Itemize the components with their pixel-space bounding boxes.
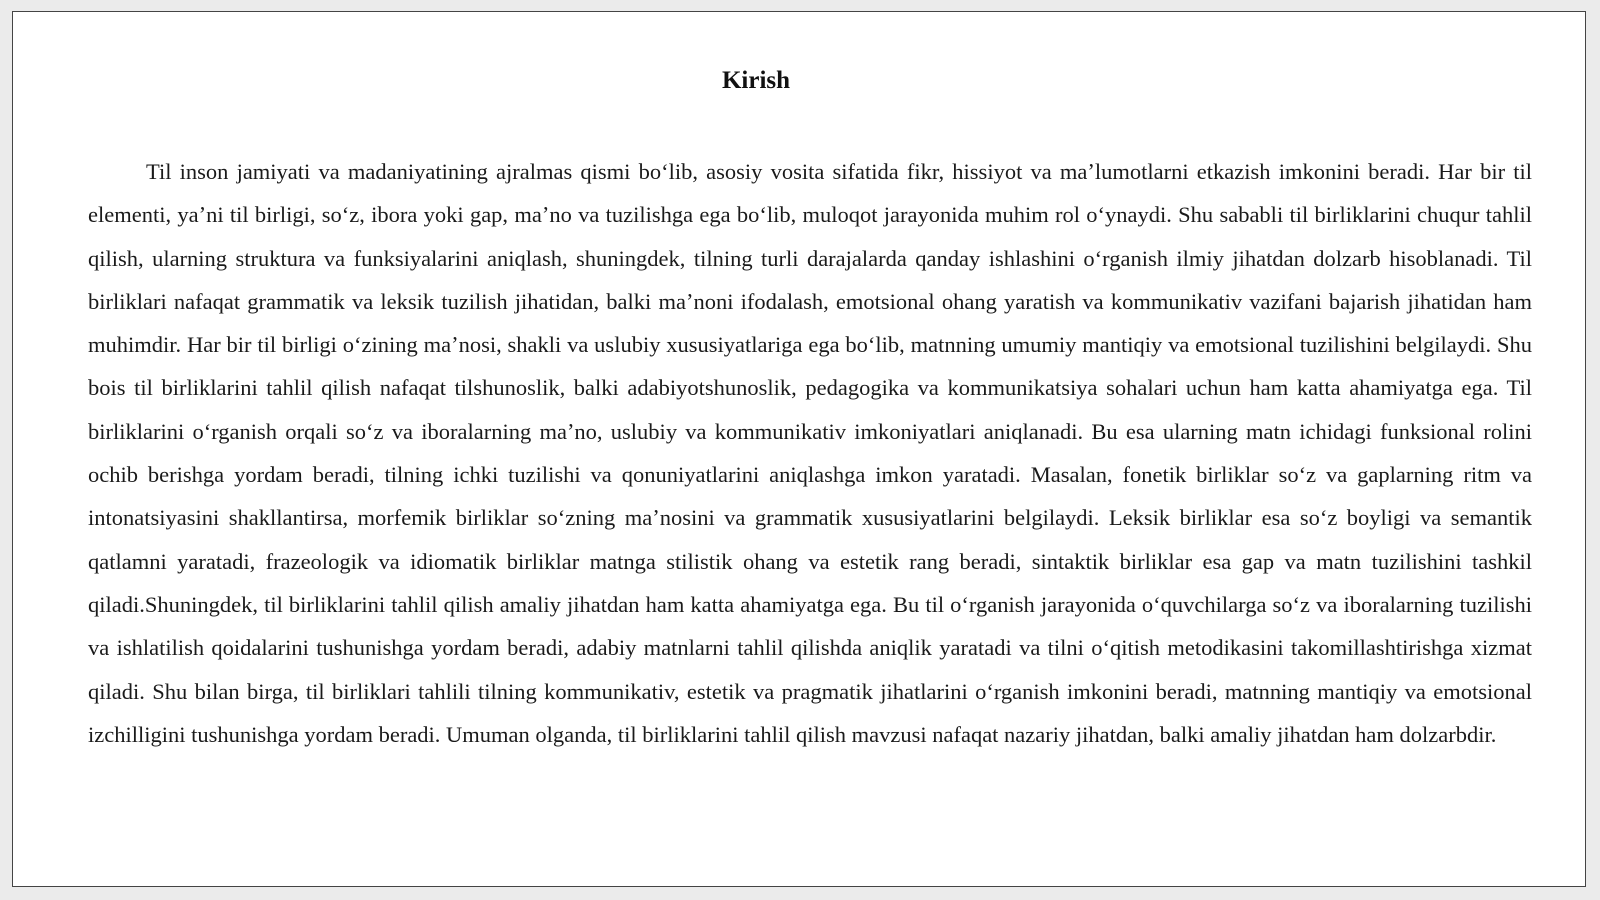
document-page xyxy=(12,11,1586,887)
body-paragraph: Til inson jamiyati va madaniyatining ajralmas qismi boʻlib, asosiy vosita sifatida fikr, hissiyot va maʼlumotlarni etkazish imkonini beradi. Har bir til elementi, yaʼni til birligi, soʻz, ibora yoki gap, maʼno va tuzilishga ega boʻlib, muloqot jarayonida muhim rol oʻynaydi. Shu sababli til birliklarini chuqur tahlil qilish, ularning struktura va funksiyalarini aniqlash, shuningdek, tilning turli darajalarda qanday ishlashini oʻrganish ilmiy jihatdan dolzarb hisoblanadi. Til birliklari nafaqat grammatik va leksik tuzilish jihatidan, balki maʼnoni ifodalash, emotsional ohang yaratish va kommunikativ vazifani bajarish jihatidan ham muhimdir. Har bir til birligi oʻzining maʼnosi, shakli va uslubiy xususiyatlariga ega boʻlib, matnning umumiy mantiqiy va emotsional tuzilishini belgilaydi. Shu bois til birliklarini tahlil qilish nafaqat tilshunoslik, balki adabiyotshunoslik, pedagogika va kommunikatsiya sohalari uchun ham katta ahamiyatga ega. Til birliklarini oʻrganish orqali soʻz va iboralarning maʼno, uslubiy va kommunikativ imkoniyatlari aniqlanadi. Bu esa ularning matn ichidagi funksional rolini ochib berishga yordam beradi, tilning ichki tuzilishi va qonuniyatlarini aniqlashga imkon yaratadi. Masalan, fonetik birliklar soʻz va gaplarning ritm va intonatsiyasini shakllantirsa, morfemik birliklar soʻzning maʼnosini va grammatik xususiyatlarini belgilaydi. Leksik birliklar esa soʻz boyligi va semantik qatlamni yaratadi, frazeologik va idiomatik birliklar matnga stilistik ohang va estetik rang beradi, sintaktik birliklar esa gap va matn tuzilishini tashkil qiladi.Shuningdek, til birliklarini tahlil qilish amaliy jihatdan ham katta ahamiyatga ega. Bu til oʻrganish jarayonida oʻquvchilarga soʻz va iboralarning tuzilishi va ishlatilish qoidalarini tushunishga yordam beradi, adabiy matnlarni tahlil qilishda aniqlik yaratadi va tilni oʻqitish metodikasini takomillashtirishga xizmat qiladi. Shu bilan birga, til birliklari tahlili tilning kommunikativ, estetik va pragmatik jihatlarini oʻrganish imkonini beradi, matnning mantiqiy va emotsional izchilligini tushunishga yordam beradi. Umuman olganda, til birliklarini tahlil qilish mavzusi nafaqat nazariy jihatdan, balki amaliy jihatdan ham dolzarbdir. xyxy=(88,159,1532,747)
page-title: Kirish xyxy=(721,67,791,94)
